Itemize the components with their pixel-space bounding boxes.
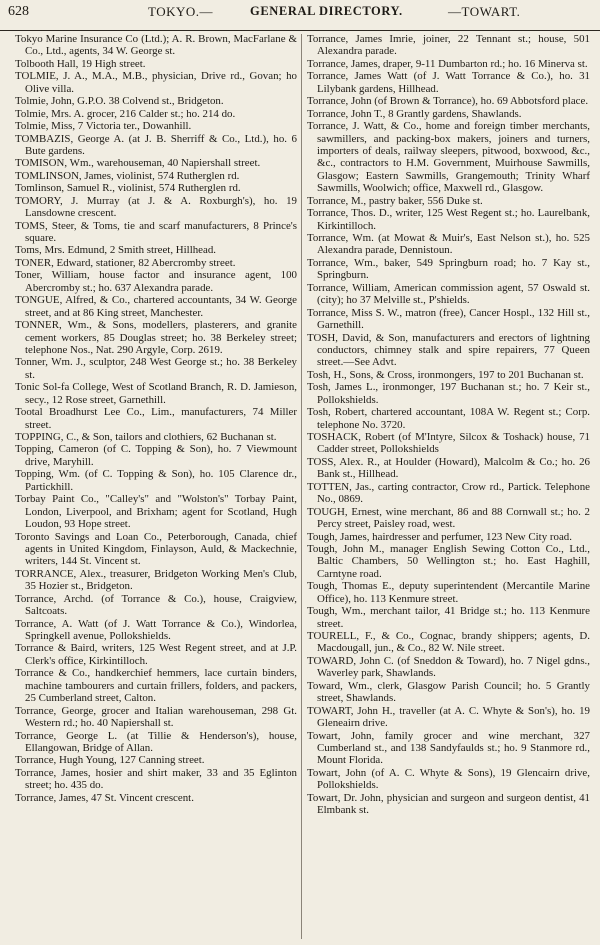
directory-entry: Torrance, M., pastry baker, 556 Duke st. [307, 194, 483, 207]
directory-entry: Torrance, Hugh Young, 127 Canning street. [15, 754, 205, 767]
directory-entry: Torrance, J. Watt, & Co., home and foreign timber merchants, sawmillers, and packing-box makers, joiners and turners, importers of deals, railway sleepers, pitwood, boxwood, &c., &c., contractors to H.M. Government, Muirhouse Sawmills, Glasgow; Eastern Sawmills, Grangemouth; Trinity Wharf Sawmills, Woolwich; office, Maxwell rd., Glasgow. [307, 120, 590, 195]
directory-entry: Towart, Dr. John, physician and surgeon and surgeon dentist, 41 Elmbank st. [307, 791, 590, 817]
directory-entry: Tosh, Robert, chartered accountant, 108A W. Regent st.; Corp. telephone No. 3720. [307, 406, 590, 431]
directory-entry: TOMISON, Wm., warehouseman, 40 Napiershall street. [15, 157, 261, 170]
directory-entry: TOWART, John H., traveller (at A. C. Whyte & Son's), ho. 19 Gleneairn drive. [307, 704, 590, 730]
directory-entry: TONGUE, Alfred, & Co., chartered accountants, 34 W. George street, and at 86 King street, Manchester. [15, 294, 297, 319]
directory-entry: Torrance & Baird, writers, 125 West Regent street, and at J.P. Clerk's office, Kirkintilloch. [15, 642, 297, 667]
page-number: 628 [8, 4, 29, 19]
directory-entry: Torrance, James Watt (of J. Watt Torrance & Co.), ho. 31 Lilybank gardens, Hillhead. [307, 70, 590, 95]
directory-entry: Tolmie, John, G.P.O. 38 Colvend st., Bridgeton. [15, 95, 224, 108]
directory-entry: Towart, John (of A. C. Whyte & Sons), 19 Glencairn drive, Pollokshields. [307, 766, 590, 792]
directory-entry: Topping, Cameron (of C. Topping & Son), ho. 7 Viewmount drive, Maryhill. [15, 443, 297, 468]
directory-entry: Torrance & Co., handkerchief hemmers, lace curtain binders, machine tambourers and curtain frillers, folders, and packers, 25 Cumberland street, Calton. [15, 667, 297, 705]
directory-entry: Tokyo Marine Insurance Co (Ltd.); A. R. Brown, MacFarlane & Co., Ltd., agents, 34 W. George st. [15, 33, 297, 58]
directory-entry: Toward, Wm., clerk, Glasgow Parish Council; ho. 5 Grantly street, Shawlands. [307, 679, 590, 705]
directory-entry: TOWARD, John C. (of Sneddon & Toward), ho. 7 Nigel gdns., Waverley park, Shawlands. [307, 654, 590, 680]
directory-entry: Tough, John M., manager English Sewing Cotton Co., Ltd., Baltic Chambers, 50 Wellington st.; ho. East Haghill, Carntyne road. [307, 542, 590, 580]
directory-entry: Tootal Broadhurst Lee Co., Lim., manufacturers, 74 Miller street. [15, 406, 297, 431]
directory-entry: TOMBAZIS, George A. (at J. B. Sherriff & Co., Ltd.), ho. 6 Bute gardens. [15, 132, 297, 157]
directory-entry: Torrance, James Imrie, joiner, 22 Tennant st.; house, 501 Alexandra parade. [307, 33, 590, 58]
directory-entry: Tolmie, Miss, 7 Victoria ter., Dowanhill. [15, 120, 192, 133]
directory-entry: Torrance, John (of Brown & Torrance), ho. 69 Abbotsford place. [307, 95, 589, 108]
directory-entry: Tough, Wm., merchant tailor, 41 Bridge st.; ho. 113 Kenmure street. [307, 605, 590, 630]
header-range: —TOWART. [448, 4, 521, 19]
directory-entry: Torrance, George, grocer and Italian warehouseman, 298 Gt. Western rd.; ho. 40 Napiershall st. [15, 704, 297, 730]
directory-entry: Torrance, William, American commission agent, 57 Oswald st. (city); ho 37 Melville st., P'shields. [307, 281, 590, 307]
directory-entry: Torrance, George L. (at Tillie & Henderson's), house, Ellangowan, Bridge of Allan. [15, 729, 297, 754]
directory-entry: Torrance, James, hosier and shirt maker, 33 and 35 Eglinton street; ho. 435 do. [15, 766, 297, 792]
directory-entry: TOPPING, C., & Son, tailors and clothiers, 62 Buchanan st. [15, 431, 277, 443]
directory-entry: Torrance, James, draper, 9-11 Dumbarton rd.; ho. 16 Minerva st. [307, 57, 588, 70]
directory-entry: TOTTEN, Jas., carting contractor, Crow rd., Partick. Telephone No., 0869. [307, 480, 590, 506]
directory-entry: Torbay Paint Co., "Calley's" and "Wolston's" Torbay Paint, London, Liverpool, and Brixham; agent for Scotland, Hugh Loudon, 93 Hope street. [15, 493, 297, 531]
directory-entry: Tolbooth Hall, 19 High street. [15, 57, 146, 70]
directory-entry: Torrance, Wm. (at Mowat & Muir's, East Nelson st.), ho. 525 Alexandra parade, Dennistoun. [307, 232, 590, 257]
directory-entry: Torrance, James, 47 St. Vincent crescent. [15, 791, 194, 804]
right-column [307, 33, 590, 817]
directory-entry: Tonner, Wm. J., sculptor, 248 West George st.; ho. 38 Berkeley st. [15, 356, 297, 381]
directory-entry: TOURELL, F., & Co., Cognac, brandy shippers; agents, D. Macdougall, jun., & Co., 82 W. Nile street. [307, 630, 590, 655]
directory-entry: Torrance, Miss S. W., matron (free), Cancer Hospl., 132 Hill st., Garnethill. [307, 306, 590, 332]
directory-entry: Torrance, Wm., baker, 549 Springburn road; ho. 7 Kay st., Springburn. [307, 256, 590, 282]
directory-entry: Towart, John, family grocer and wine merchant, 327 Cumberland st., and 138 Sandyfaulds st.; ho. 9 Stanmore rd., Mount Florida. [307, 729, 590, 767]
directory-entry: TORRANCE, Alex., treasurer, Bridgeton Working Men's Club, 35 Hozier st., Bridgeton. [15, 567, 297, 593]
directory-entry: TONER, Edward, stationer, 82 Abercromby street. [15, 256, 236, 269]
directory-entry: Toner, William, house factor and insurance agent, 100 Abercromby st.; ho. 637 Alexandra parade. [15, 269, 297, 294]
directory-entry: Torrance, Thos. D., writer, 125 West Regent st.; ho. Laurelbank, Kirkintilloch. [307, 207, 590, 232]
directory-entry: Tomlinson, Samuel R., violinist, 574 Rutherglen rd. [15, 182, 241, 195]
directory-entry: Torrance, Archd. (of Torrance & Co.), house, Craigview, Saltcoats. [15, 592, 297, 618]
header-title: GENERAL DIRECTORY. [250, 4, 403, 18]
directory-entry: Tolmie, Mrs. A. grocer, 216 Calder st.; ho. 214 do. [15, 107, 236, 120]
left-column [15, 33, 297, 804]
directory-entry: Torrance, John T., 8 Grantly gardens, Shawlands. [307, 107, 522, 120]
directory-entry: TOUGH, Ernest, wine merchant, 86 and 88 Cornwall st.; ho. 2 Percy street, Paisley road, west. [307, 505, 590, 531]
directory-entry: TOSS, Alex. R., at Houlder (Howard), Malcolm & Co.; ho. 26 Bank st., Hillhead. [307, 455, 590, 481]
directory-entry: Tosh, H., Sons, & Cross, ironmongers, 197 to 201 Buchanan st. [307, 368, 584, 381]
directory-entry: TOSH, David, & Son, manufacturers and erectors of lightning conductors, chimney stalk and spire repairers, 77 Queen street.—See Advt. [307, 331, 590, 369]
directory-entry: TOMORY, J. Murray (at J. & A. Roxburgh's), ho. 19 Lansdowne crescent. [15, 194, 297, 220]
directory-entry: Torrance, A. Watt (of J. Watt Torrance & Co.), Windorlea, Springkell avenue, Pollokshields. [15, 617, 297, 642]
directory-entry: Tosh, James L., ironmonger, 197 Buchanan st.; ho. 7 Keir st., Pollokshields. [307, 381, 590, 406]
directory-entry: Topping, Wm. (of C. Topping & Son), ho. 105 Clarence dr., Partickhill. [15, 468, 297, 493]
directory-entry: Tough, James, hairdresser and perfumer, 123 New City road. [307, 530, 572, 543]
directory-entry: Toms, Mrs. Edmund, 2 Smith street, Hillhead. [15, 244, 217, 257]
directory-entry: Toronto Savings and Loan Co., Peterborough, Canada, chief agents in United Kingdom, Finlayson, Auld, & Mackechnie, writers, 144 St. Vincent st. [15, 530, 297, 568]
directory-entry: Tough, Thomas E., deputy superintendent (Mercantile Marine Office), ho. 113 Kenmure street. [307, 580, 590, 605]
directory-entry: TOSHACK, Robert (of M'Intyre, Silcox & Toshack) house, 71 Cadder street, Pollokshields [307, 431, 590, 456]
header-city: TOKYO.— [148, 4, 214, 19]
directory-entry: TOMLINSON, James, violinist, 574 Rutherglen rd. [15, 169, 240, 182]
directory-entry: TONNER, Wm., & Sons, modellers, plasterers, and granite cement workers, 85 Douglas street; ho. 38 Berkeley street; telephone Nos., Nat. 290 Argyle, Corp. 2619. [15, 319, 297, 356]
page-header [0, 0, 600, 31]
column-divider [301, 34, 302, 939]
directory-entry: Tonic Sol-fa College, West of Scotland Branch, R. D. Jamieson, secy., 12 Rose street, Garnethill. [15, 381, 297, 406]
directory-entry: TOLMIE, J. A., M.A., M.B., physician, Drive rd., Govan; ho Olive villa. [15, 70, 297, 95]
directory-entry: TOMS, Steer, & Toms, tie and scarf manufacturers, 8 Prince's square. [15, 219, 297, 244]
